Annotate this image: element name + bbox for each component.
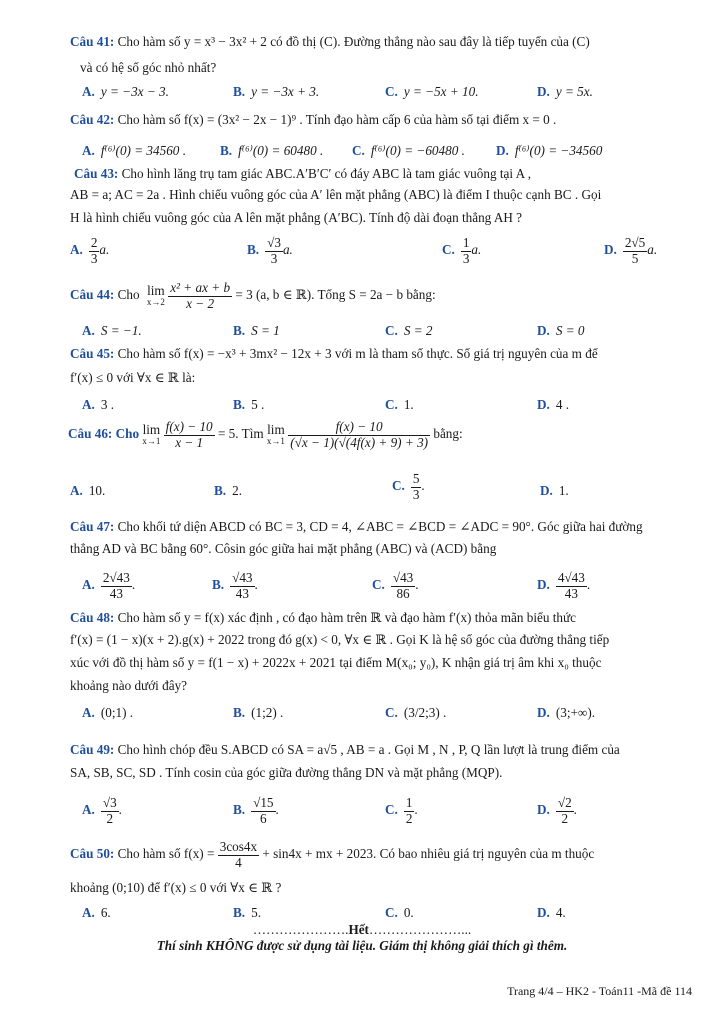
q47-opt-a[interactable]: A. $\frac{2√43}{43}$ . [82,570,136,601]
q42-opt-b[interactable]: B. f⁽⁶⁾(0) = 60480 . [220,143,324,158]
q45-opt-a[interactable]: A. 3 . [82,397,115,412]
q50-opt-d[interactable]: D. 4. [537,905,566,920]
q48-opt-b[interactable]: B. (1;2) . [233,705,284,720]
q43-line1 [74,166,531,182]
q47-label: Câu 47: [70,519,115,534]
q41-opt-d[interactable]: D. y = 5x. [537,84,593,99]
q42-label: Câu 42: [70,112,115,127]
q50-opt-b[interactable]: B. 5. [233,905,261,920]
q45-opt-b[interactable]: B. 5 . [233,397,265,412]
q50-line1: Câu 50: Cho hàm số f(x) = $\frac{3\cos 4x}{4}$ + sin4x + mx + 2023. Có bao nhiêu giá trị nguyên của m thuộc [70,839,595,870]
q50-opt-a[interactable]: A. 6. [82,905,111,920]
q45-opt-d[interactable]: D. 4 . [537,397,570,412]
q48-opt-a[interactable]: A. (0;1) . [82,705,134,720]
q49-line1: Câu 49: Cho hình chóp đều S.ABCD có SA = a√5 , AB = a . Gọi M , N , P, Q lần lượt là trung điểm của [70,742,620,757]
q44-opt-c[interactable]: C. S = 2 [385,323,433,338]
q50-label: Câu 50: [70,846,115,862]
q44-label: Câu 44: [70,287,115,303]
page-footer: Trang 4/4 – HK2 - Toán11 -Mã đề 114 [507,984,692,998]
q43-text1: Cho hình lăng trụ tam giác ABC.A′B′C′ có đáy ABC là tam giác vuông tại A , [121,166,531,181]
q41-text2: và có hệ số góc nhỏ nhất? [80,60,217,75]
q44-lim: lim x→2 [146,282,165,308]
q41-line1 [70,34,590,50]
q41-label: Câu 41: [70,34,115,49]
q43-opt-b[interactable]: B. $\frac{√3}{3}$ a. [247,235,293,266]
q44-line1: Câu 44: Cho lim x→2 $\frac{\text{x² + ax + b}}{x - 2}$ = 3 (a, b ∈ ℝ). Tổng S = 2a − b bằng: [70,280,436,311]
end-marker: ………………….Hết…………………... [252,922,472,937]
q43-label: Câu 43: [74,166,119,181]
q48-line1: Câu 48: Cho hàm số y = f(x) xác định , có đạo hàm trên ℝ và đạo hàm f′(x) thỏa mãn biểu thức [70,610,576,625]
q46-opt-c[interactable]: C. $\frac{5}{3}$ . [392,471,425,502]
q45-text2: f′(x) ≤ 0 với ∀x ∈ ℝ là: [70,370,196,385]
q41-opt-a[interactable]: A. y = −3x − 3. [82,84,169,99]
q48-opt-c[interactable]: C. (3/2;3) . [385,705,447,720]
q42-text1: Cho hàm số f(x) = (3x² − 2x − 1)⁹ . Tính đạo hàm cấp 6 của hàm số tại điểm x = 0 . [117,112,557,127]
q48-text4: khoảng nào dưới đây? [70,678,188,693]
q46-label: Câu 46: [68,426,113,442]
q43-text3: H là hình chiếu vuông góc của A lên mặt phẳng (A′BC). Tính độ dài đoạn thẳng AH ? [70,210,523,225]
q46-lim1: lim x→1 [142,421,161,447]
q43-opt-a[interactable]: A. $\frac{2}{3}$ a. [70,235,110,266]
q45-opt-c[interactable]: C. 1. [385,397,414,412]
q48-opt-d[interactable]: D. (3;+∞). [537,705,596,720]
q46-opt-d[interactable]: D. 1. [540,483,569,498]
exam-note: Thí sinh KHÔNG được sử dụng tài liệu. Giám thị không giải thích gì thêm. [156,938,568,953]
q49-opt-c[interactable]: C. $\frac{1}{2}$ . [385,795,418,826]
q44-opt-a[interactable]: A. S = −1. [82,323,142,338]
q50-fraction: $\frac{3\cos 4x}{4}$ [219,839,258,870]
q44-opt-b[interactable]: B. S = 1 [233,323,280,338]
q49-label: Câu 49: [70,742,115,757]
q50-opt-c[interactable]: C. 0. [385,905,414,920]
q42-opt-d[interactable]: D. f⁽⁶⁾(0) = −34560 [496,143,603,158]
q42-opt-c[interactable]: C. f⁽⁶⁾(0) = −60480 . [352,143,465,158]
q42-line1 [70,112,556,128]
q41-opt-c[interactable]: C. y = −5x + 10. [385,84,479,99]
q44-fraction: $\frac{\text{x² + ax + b}}{x - 2}$ [170,280,231,311]
q41-opt-b[interactable]: B. y = −3x + 3. [233,84,320,99]
q49-text2: SA, SB, SC, SD . Tính cosin của góc giữa đường thẳng DN và mặt phẳng (MQP). [70,765,503,780]
q47-line1: Câu 47: Cho khối tứ diện ABCD có BC = 3, CD = 4, ∠ABC = ∠BCD = ∠ADC = 90°. Góc giữa hai đường [70,519,643,534]
q43-opt-c[interactable]: C. $\frac{1}{3}$ a. [442,235,482,266]
q44-opt-d[interactable]: D. S = 0 [537,323,585,338]
q43-opt-d[interactable]: D. $\frac{2√5}{5}$ a. [604,235,658,266]
q46-lim2: lim x→1 [266,421,285,447]
q42-opt-a[interactable]: A. f⁽⁶⁾(0) = 34560 . [82,143,186,158]
q48-label: Câu 48: [70,610,115,625]
q48-text2: f′(x) = (1 − x)(x + 2).g(x) + 2022 trong đó g(x) < 0, ∀x ∈ ℝ . Gọi K là hệ số góc của đường thẳng tiếp [70,632,610,647]
q47-opt-b[interactable]: B. $\frac{√43}{43}$ . [212,570,258,601]
q49-opt-a[interactable]: A. $\frac{√3}{2}$ . [82,795,122,826]
q46-fraction2: $\frac{f(x) - 10}{(√x - 1)(√(4f(x) + 9) + 3)}$ [290,419,429,450]
q48-text3: xúc với đồ thị hàm số y = f(1 − x) + 2022x + 2021 tại điểm M(x₀; y₀), K nhận giá trị âm khi x₀ thuộc [70,655,602,670]
q49-opt-b[interactable]: B. $\frac{√15}{6}$ . [233,795,279,826]
q47-opt-d[interactable]: D. $\frac{4√43}{43}$ . [537,570,591,601]
q45-label: Câu 45: [70,346,115,361]
q46-fraction1: $\frac{f(x) - 10}{x - 1}$ [165,419,213,450]
q41-text1: Cho hàm số y = x³ − 3x² + 2 có đồ thị (C). Đường thẳng nào sau đây là tiếp tuyến của (C) [117,34,590,49]
q46-opt-a[interactable]: A. 10. [70,483,106,498]
q47-text2: thẳng AD và BC bằng 60°. Côsin góc giữa hai mặt phẳng (ABC) và (ACD) bằng [70,541,497,556]
q43-text2: AB = a; AC = 2a . Hình chiếu vuông góc của A′ lên mặt phẳng (ABC) là điểm I thuộc cạnh BC . Gọi [70,187,602,202]
q45-line1: Câu 45: Cho hàm số f(x) = −x³ + 3mx² − 12x + 3 với m là tham số thực. Số giá trị nguyên của m để [70,346,598,361]
q49-opt-d[interactable]: D. $\frac{√2}{2}$ . [537,795,577,826]
q47-opt-c[interactable]: C. $\frac{√43}{86}$ . [372,570,419,601]
q46-line1: Câu 46: Cho lim x→1 $\frac{f(x) - 10}{x - 1}$ = 5. Tìm lim x→1 $\frac{f(x) - 10}{(√x - 1)(√(4f(x) + 9) + 3)}$ bằng: [68,419,463,450]
q50-text2: khoảng (0;10) để f′(x) ≤ 0 với ∀x ∈ ℝ ? [70,880,282,895]
q46-opt-b[interactable]: B. 2. [214,483,242,498]
